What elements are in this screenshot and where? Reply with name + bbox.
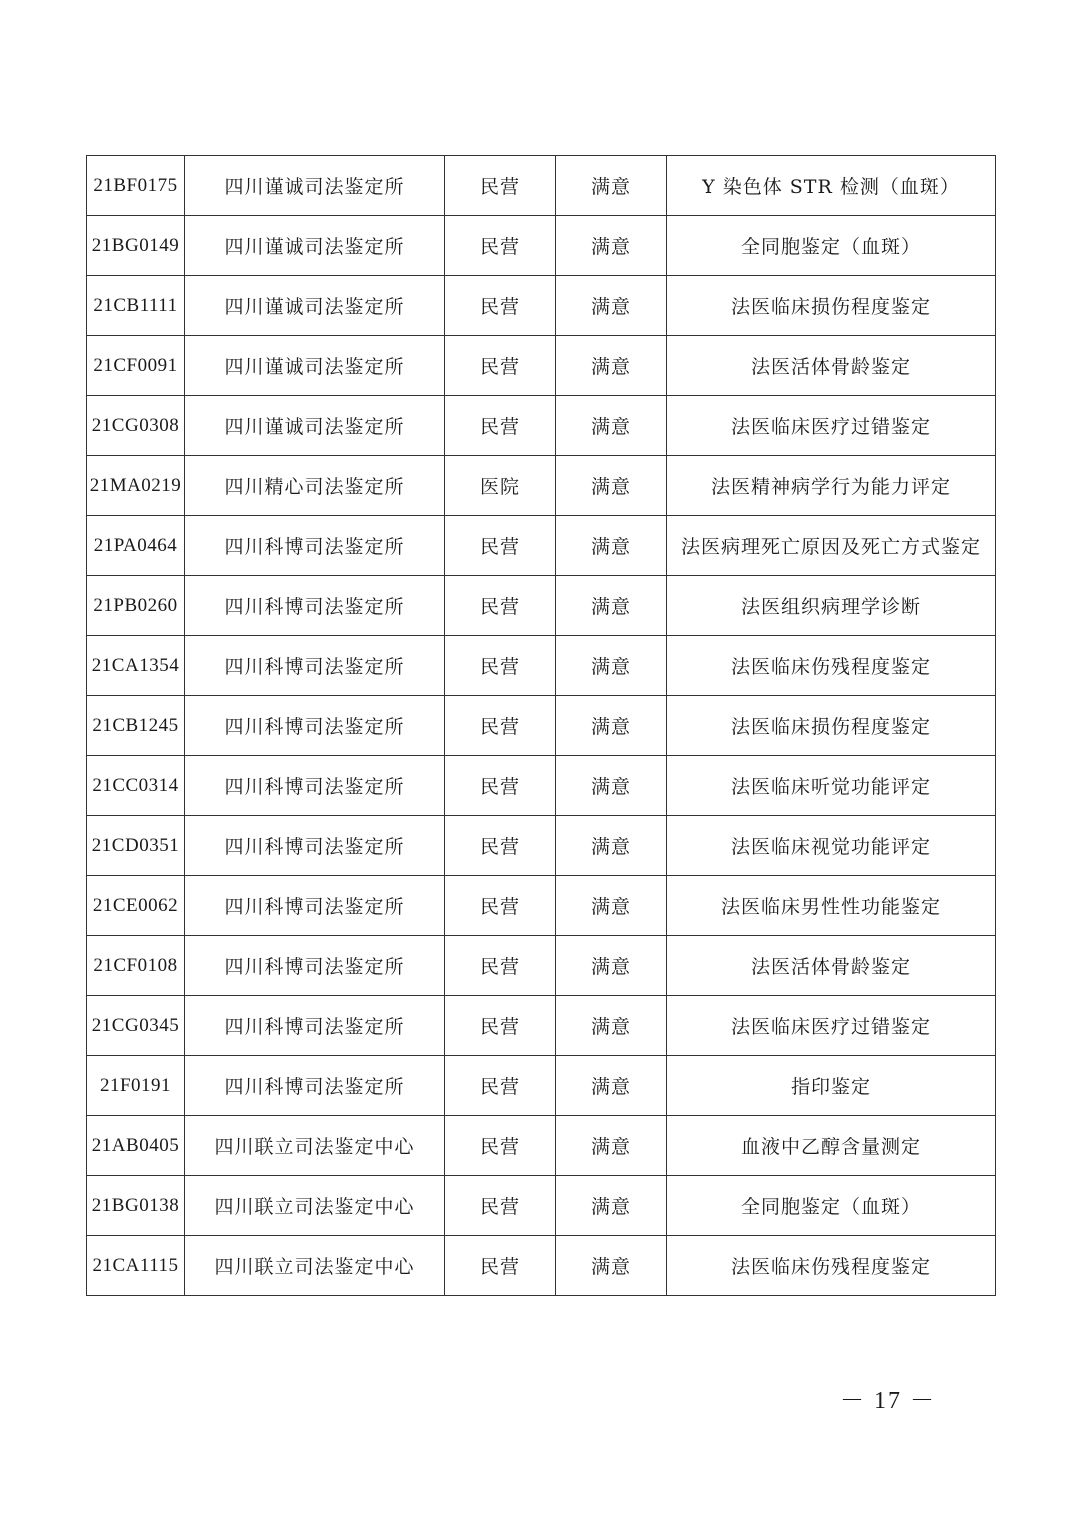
table-row: [87, 756, 996, 816]
institution-type: 民营: [445, 576, 556, 636]
table-row: [87, 936, 996, 996]
appraisal-item: 法医病理死亡原因及死亡方式鉴定: [667, 516, 996, 576]
evaluation-result: 满意: [556, 336, 667, 396]
table-row: [87, 996, 996, 1056]
appraisal-item: 法医临床男性性功能鉴定: [667, 876, 996, 936]
results-table-body: [87, 156, 996, 1296]
evaluation-result: 满意: [556, 756, 667, 816]
institution-type: 民营: [445, 996, 556, 1056]
evaluation-result: 满意: [556, 1056, 667, 1116]
case-code: 21BF0175: [87, 156, 185, 216]
institution-name: 四川科博司法鉴定所: [185, 696, 445, 756]
table-row: [87, 576, 996, 636]
institution-name: 四川科博司法鉴定所: [185, 936, 445, 996]
table-row: [87, 1056, 996, 1116]
institution-type: 民营: [445, 876, 556, 936]
institution-type: 医院: [445, 456, 556, 516]
institution-type: 民营: [445, 216, 556, 276]
evaluation-result: 满意: [556, 876, 667, 936]
institution-type: 民营: [445, 636, 556, 696]
table-row: [87, 636, 996, 696]
appraisal-item: 法医临床损伤程度鉴定: [667, 696, 996, 756]
case-code: 21BG0149: [87, 216, 185, 276]
institution-name: 四川联立司法鉴定中心: [185, 1236, 445, 1296]
institution-type: 民营: [445, 936, 556, 996]
table-row: [87, 816, 996, 876]
table-row: [87, 276, 996, 336]
table-row: [87, 876, 996, 936]
table-row: [87, 216, 996, 276]
case-code: 21CA1354: [87, 636, 185, 696]
institution-type: 民营: [445, 816, 556, 876]
evaluation-result: 满意: [556, 636, 667, 696]
table-row: [87, 1116, 996, 1176]
institution-name: 四川谨诚司法鉴定所: [185, 156, 445, 216]
institution-type: 民营: [445, 156, 556, 216]
institution-name: 四川科博司法鉴定所: [185, 756, 445, 816]
case-code: 21CF0091: [87, 336, 185, 396]
evaluation-result: 满意: [556, 1236, 667, 1296]
appraisal-item: 指印鉴定: [667, 1056, 996, 1116]
institution-name: 四川科博司法鉴定所: [185, 636, 445, 696]
case-code: 21PB0260: [87, 576, 185, 636]
institution-name: 四川谨诚司法鉴定所: [185, 216, 445, 276]
evaluation-result: 满意: [556, 516, 667, 576]
appraisal-item: 法医临床医疗过错鉴定: [667, 396, 996, 456]
institution-type: 民营: [445, 336, 556, 396]
institution-type: 民营: [445, 516, 556, 576]
institution-name: 四川科博司法鉴定所: [185, 816, 445, 876]
institution-name: 四川联立司法鉴定中心: [185, 1176, 445, 1236]
institution-type: 民营: [445, 276, 556, 336]
institution-name: 四川科博司法鉴定所: [185, 876, 445, 936]
evaluation-result: 满意: [556, 396, 667, 456]
appraisal-item: 法医临床伤残程度鉴定: [667, 636, 996, 696]
appraisal-item: 法医精神病学行为能力评定: [667, 456, 996, 516]
appraisal-item: 法医临床损伤程度鉴定: [667, 276, 996, 336]
appraisal-item: 法医临床听觉功能评定: [667, 756, 996, 816]
institution-name: 四川谨诚司法鉴定所: [185, 396, 445, 456]
table-row: [87, 336, 996, 396]
appraisal-item: 法医组织病理学诊断: [667, 576, 996, 636]
institution-name: 四川科博司法鉴定所: [185, 576, 445, 636]
appraisal-item: 全同胞鉴定（血斑）: [667, 1176, 996, 1236]
case-code: 21CG0345: [87, 996, 185, 1056]
case-code: 21AB0405: [87, 1116, 185, 1176]
institution-name: 四川科博司法鉴定所: [185, 1056, 445, 1116]
institution-name: 四川谨诚司法鉴定所: [185, 336, 445, 396]
case-code: 21CG0308: [87, 396, 185, 456]
table-row: [87, 516, 996, 576]
institution-type: 民营: [445, 396, 556, 456]
institution-name: 四川科博司法鉴定所: [185, 996, 445, 1056]
evaluation-result: 满意: [556, 996, 667, 1056]
appraisal-item: 法医活体骨龄鉴定: [667, 936, 996, 996]
institution-type: 民营: [445, 756, 556, 816]
evaluation-result: 满意: [556, 156, 667, 216]
appraisal-item: 法医临床医疗过错鉴定: [667, 996, 996, 1056]
institution-name: 四川科博司法鉴定所: [185, 516, 445, 576]
institution-type: 民营: [445, 1176, 556, 1236]
institution-name: 四川谨诚司法鉴定所: [185, 276, 445, 336]
case-code: 21CA1115: [87, 1236, 185, 1296]
case-code: 21BG0138: [87, 1176, 185, 1236]
appraisal-item: 法医活体骨龄鉴定: [667, 336, 996, 396]
table-row: [87, 1236, 996, 1296]
institution-type: 民营: [445, 1236, 556, 1296]
evaluation-result: 满意: [556, 1116, 667, 1176]
case-code: 21F0191: [87, 1056, 185, 1116]
table-row: [87, 1176, 996, 1236]
appraisal-item: Y 染色体 STR 检测（血斑）: [667, 156, 996, 216]
evaluation-result: 满意: [556, 816, 667, 876]
case-code: 21CC0314: [87, 756, 185, 816]
evaluation-result: 满意: [556, 576, 667, 636]
table-row: [87, 456, 996, 516]
evaluation-result: 满意: [556, 936, 667, 996]
results-table: [86, 155, 996, 1296]
institution-type: 民营: [445, 696, 556, 756]
table-row: [87, 696, 996, 756]
evaluation-result: 满意: [556, 456, 667, 516]
case-code: 21CD0351: [87, 816, 185, 876]
evaluation-result: 满意: [556, 216, 667, 276]
evaluation-result: 满意: [556, 1176, 667, 1236]
institution-type: 民营: [445, 1056, 556, 1116]
case-code: 21PA0464: [87, 516, 185, 576]
table-row: [87, 156, 996, 216]
case-code: 21CE0062: [87, 876, 185, 936]
page-number: － 17 －: [840, 1388, 936, 1414]
case-code: 21MA0219: [87, 456, 185, 516]
case-code: 21CF0108: [87, 936, 185, 996]
table-row: [87, 396, 996, 456]
appraisal-item: 血液中乙醇含量测定: [667, 1116, 996, 1176]
case-code: 21CB1245: [87, 696, 185, 756]
institution-name: 四川精心司法鉴定所: [185, 456, 445, 516]
evaluation-result: 满意: [556, 276, 667, 336]
appraisal-item: 法医临床视觉功能评定: [667, 816, 996, 876]
appraisal-item: 法医临床伤残程度鉴定: [667, 1236, 996, 1296]
appraisal-item: 全同胞鉴定（血斑）: [667, 216, 996, 276]
institution-type: 民营: [445, 1116, 556, 1176]
case-code: 21CB1111: [87, 276, 185, 336]
institution-name: 四川联立司法鉴定中心: [185, 1116, 445, 1176]
evaluation-result: 满意: [556, 696, 667, 756]
